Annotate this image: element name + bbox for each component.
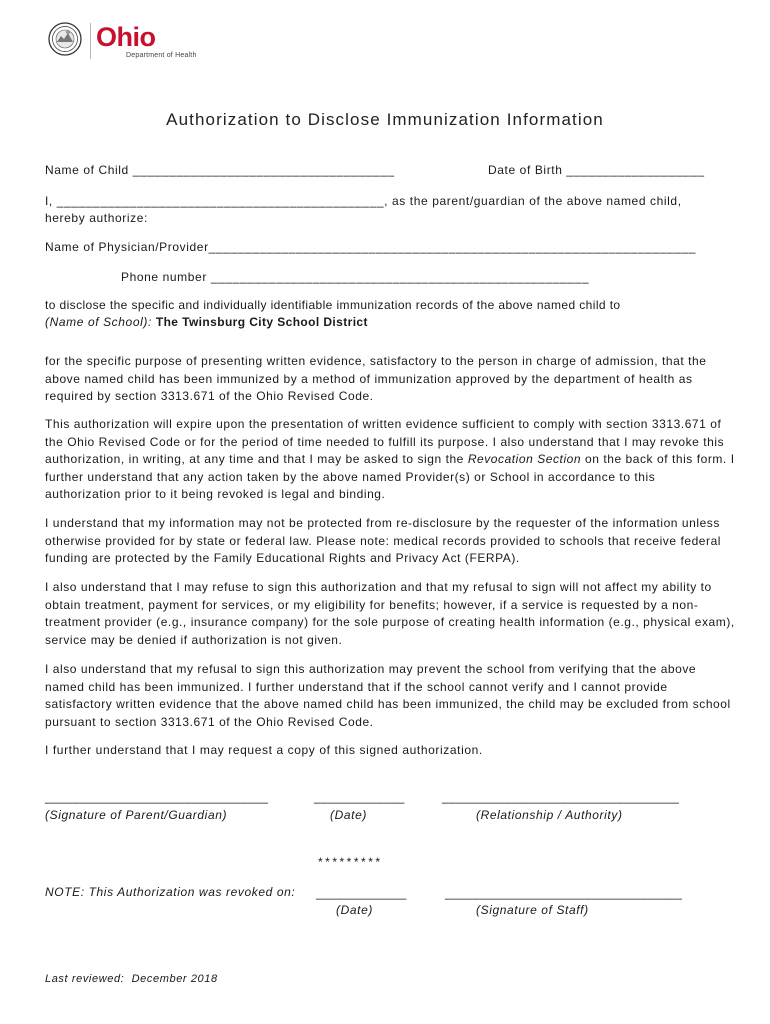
staff-signature-label: (Signature of Staff) xyxy=(476,903,589,917)
name-of-child-field[interactable]: Name of Child ____________________________________ xyxy=(45,163,395,177)
relationship-label: (Relationship / Authority) xyxy=(476,808,623,822)
relationship-line[interactable]: __________________________________ xyxy=(442,790,680,804)
purpose-paragraph: for the specific purpose of presenting written evidence, satisfactory to the person in charge of admission, that the above named child has been immunized by a method of immunization approved by the department of health as required by section 3313.671 of the Ohio Revised Code. xyxy=(45,354,707,403)
state-seal-icon xyxy=(48,22,82,56)
section-separator: ********* xyxy=(318,855,383,869)
school-name: The Twinsburg City School District xyxy=(155,315,368,329)
refusal-paragraph: I also understand that I may refuse to sign this authorization and that my refusal to sign will not affect my ability to obtain treatment, payment for services, or my eligibility for benefits; however, if a service is requested by a non-treatment provider (e.g., insurance company) for the sole purpose of creating health information (e.g., physical exam), service may be denied if authorization is not given. xyxy=(45,580,735,647)
revoked-date-line[interactable]: _____________ xyxy=(316,886,407,900)
school-label: (Name of School): xyxy=(45,315,152,329)
last-reviewed: Last reviewed: December 2018 xyxy=(45,973,218,985)
expiration-paragraph xyxy=(45,416,735,504)
school-line xyxy=(45,315,368,329)
parent-name-field[interactable]: I, _____________________________________________, as the parent/guardian of the above named child, xyxy=(45,194,682,208)
verification-paragraph: I also understand that my refusal to sign this authorization may prevent the school from verifying that the above named child has been immunized. I further understand that if the school cannot verify and I cannot provide satisfactory written evidence that the above named child has been immunized, the child may be excluded from school pursuant to section 3313.671 of the Ohio Revised Code. xyxy=(45,662,731,729)
expiration-text-1: This authorization will expire upon the presentation of written evidence sufficient to comply with section 3313.671 of the Ohio Revised Code or for the period of time needed to fulfill its purpose. I also understand that I may revoke this authorization, in writing, at any time and that I may be asked to sign the xyxy=(45,417,725,466)
copy-paragraph: I further understand that I may request a copy of this signed authorization. xyxy=(45,743,483,757)
department-name: Department of Health xyxy=(126,52,197,59)
page-title: Authorization to Disclose Immunization Information xyxy=(166,110,604,129)
logo-divider xyxy=(90,23,91,59)
ohio-logo-word: Ohio xyxy=(96,22,156,52)
disclose-text: to disclose the specific and individually identifiable immunization records of the above named child to xyxy=(45,298,621,312)
revoked-date-label: (Date) xyxy=(336,903,373,917)
signature-date-label: (Date) xyxy=(330,808,367,822)
revocation-section-ref: Revocation Section xyxy=(467,452,582,466)
redisclosure-paragraph: I understand that my information may not be protected from re-disclosure by the requester of the information unless otherwise provided for by state or federal law. Please note: medical records provided to schools that receive federal funding are protected by the Family Educational Rights and Privacy Act (FERPA). xyxy=(45,516,722,565)
expiration-text-2: on the back of this form. I further understand that any action taken by the above named Provider(s) or School in accordance to this authorization prior to it being revoked is legal and binding. xyxy=(45,452,735,501)
phone-number-field[interactable]: Phone number ____________________________________________________ xyxy=(121,270,590,284)
physician-provider-field[interactable]: Name of Physician/Provider___________________________________________________________________ xyxy=(45,240,697,254)
date-of-birth-field[interactable]: Date of Birth ___________________ xyxy=(488,163,705,177)
hereby-authorize-text: hereby authorize: xyxy=(45,211,148,225)
revoked-note: NOTE: This Authorization was revoked on: xyxy=(45,885,296,899)
parent-signature-line[interactable]: ________________________________ xyxy=(45,790,269,804)
staff-signature-line[interactable]: __________________________________ xyxy=(445,886,683,900)
parent-signature-label: (Signature of Parent/Guardian) xyxy=(45,808,228,822)
signature-date-line[interactable]: _____________ xyxy=(314,790,405,804)
